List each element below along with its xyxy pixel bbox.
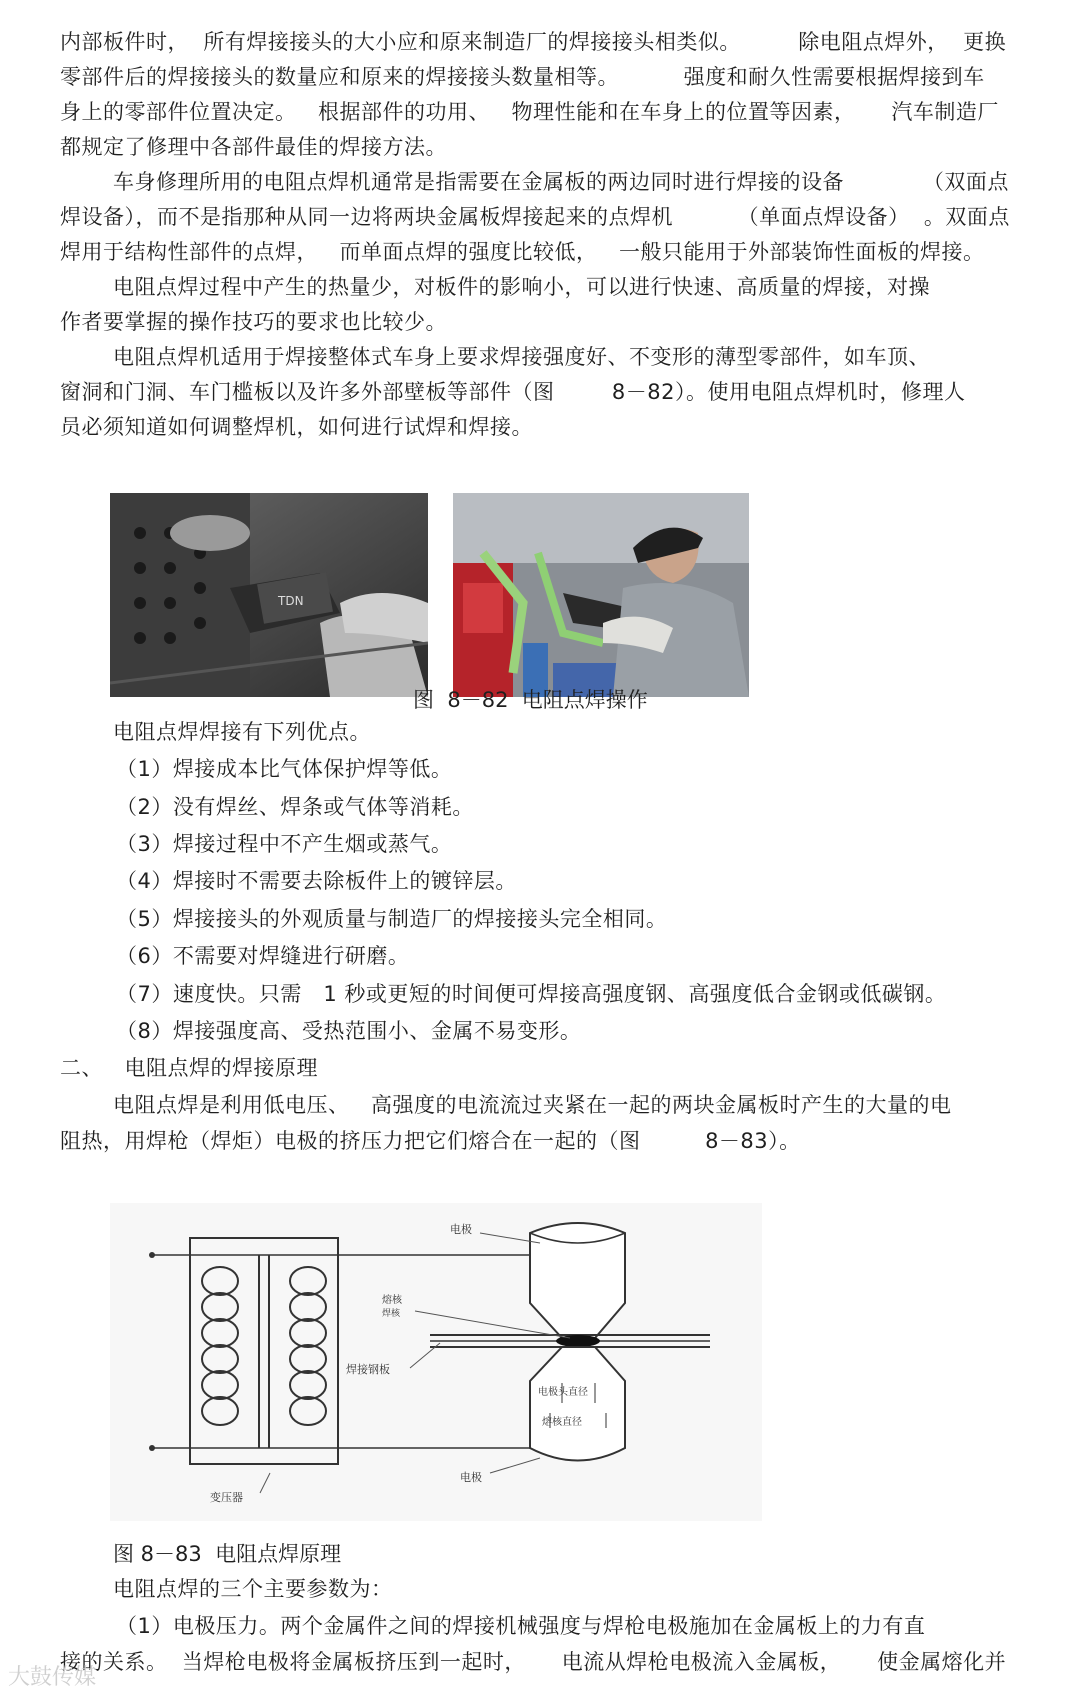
text-line: 作者要掌握的操作技巧的要求也比较少。 xyxy=(60,310,447,334)
label-nugget-sub: 焊核 xyxy=(382,1309,401,1319)
text-line: 电阻点焊是利用低电压、 高强度的电流流过夹紧在一起的两块金属板时产生的大量的电 xyxy=(113,1093,952,1117)
figure-8-83-caption: 图 8－83 电阻点焊原理 xyxy=(113,1542,342,1566)
list-item: （2）没有焊丝、焊条或气体等消耗。 xyxy=(116,795,474,819)
text-line: 阻热，用焊枪（焊炬）电极的挤压力把它们熔合在一起的（图 8－83）。 xyxy=(60,1129,801,1153)
advantages-intro: 电阻点焊焊接有下列优点。 xyxy=(113,720,371,744)
text-line: 窗洞和门洞、车门槛板以及许多外部壁板等部件（图 8－82）。使用电阻点焊机时，修理人 xyxy=(60,380,966,404)
text-line: 电阻点焊机适用于焊接整体式车身上要求焊接强度好、不变形的薄型零部件，如车顶、 xyxy=(113,345,930,369)
spot-welding-principle-diagram xyxy=(110,1203,762,1521)
label-electrode-top: 电极 xyxy=(450,1223,472,1236)
section-heading: 二、 电阻点焊的焊接原理 xyxy=(60,1056,319,1080)
text-line: 车身修理所用的电阻点焊机通常是指需要在金属板的两边同时进行焊接的设备 （双面点 xyxy=(113,170,1009,194)
watermark: 大鼓传媒 xyxy=(8,1665,97,1690)
text-line: 电阻点焊过程中产生的热量少，对板件的影响小，可以进行快速、高质量的焊接，对操 xyxy=(113,275,930,299)
text-line: 都规定了修理中各部件最佳的焊接方法。 xyxy=(60,135,447,159)
list-item: （1）焊接成本比气体保护焊等低。 xyxy=(116,757,453,781)
list-item: （3）焊接过程中不产生烟或蒸气。 xyxy=(116,832,453,856)
list-item: （6）不需要对焊缝进行研磨。 xyxy=(116,944,410,968)
list-item: （5）焊接接头的外观质量与制造厂的焊接接头完全相同。 xyxy=(116,907,668,931)
label-steel-plate: 焊接钢板 xyxy=(346,1363,390,1376)
params-intro: 电阻点焊的三个主要参数为： xyxy=(113,1577,393,1601)
label-nugget: 熔核 xyxy=(382,1295,402,1306)
label-nugget-diameter: 熔核直径 xyxy=(542,1417,582,1428)
welding-photo-1 xyxy=(110,493,428,697)
text-line: 接的关系。 当焊枪电极将金属板挤压到一起时， 电流从焊枪电极流入金属板， 使金属熔化并 xyxy=(60,1650,1007,1674)
label-transformer: 变压器 xyxy=(210,1491,243,1504)
text-line: 内部板件时， 所有焊接接头的大小应和原来制造厂的焊接接头相类似。 除电阻点焊外， 更换 xyxy=(60,30,1007,54)
list-item: （8）焊接强度高、受热范围小、金属不易变形。 xyxy=(116,1019,582,1043)
label-tip-diameter: 电极头直径 xyxy=(538,1387,588,1398)
text-line: 身上的零部件位置决定。 根据部件的功用、 物理性能和在车身上的位置等因素， 汽车制造厂 xyxy=(60,100,999,124)
label-electrode-bottom: 电极 xyxy=(460,1471,482,1484)
welder-brand-stamp: TDN xyxy=(278,594,304,608)
text-line: 零部件后的焊接接头的数量应和原来的焊接接头数量相等。 强度和耐久性需要根据焊接到车 xyxy=(60,65,985,89)
text-line: （1）电极压力。两个金属件之间的焊接机械强度与焊枪电极施加在金属板上的力有直 xyxy=(116,1614,926,1638)
figure-8-82-caption: 图 8－82 电阻点焊操作 xyxy=(413,688,648,712)
welding-photo-2 xyxy=(453,493,749,697)
list-item: （7）速度快。只需 1 秒或更短的时间便可焊接高强度钢、高强度低合金钢或低碳钢。 xyxy=(116,982,947,1006)
text-line: 员必须知道如何调整焊机，如何进行试焊和焊接。 xyxy=(60,415,533,439)
text-line: 焊用于结构性部件的点焊， 而单面点焊的强度比较低， 一般只能用于外部装饰性面板的焊接。 xyxy=(60,240,985,264)
list-item: （4）焊接时不需要去除板件上的镀锌层。 xyxy=(116,869,517,893)
text-line: 焊设备），而不是指那种从同一边将两块金属板焊接起来的点焊机 （单面点焊设备） 。双面点 xyxy=(60,205,1010,229)
